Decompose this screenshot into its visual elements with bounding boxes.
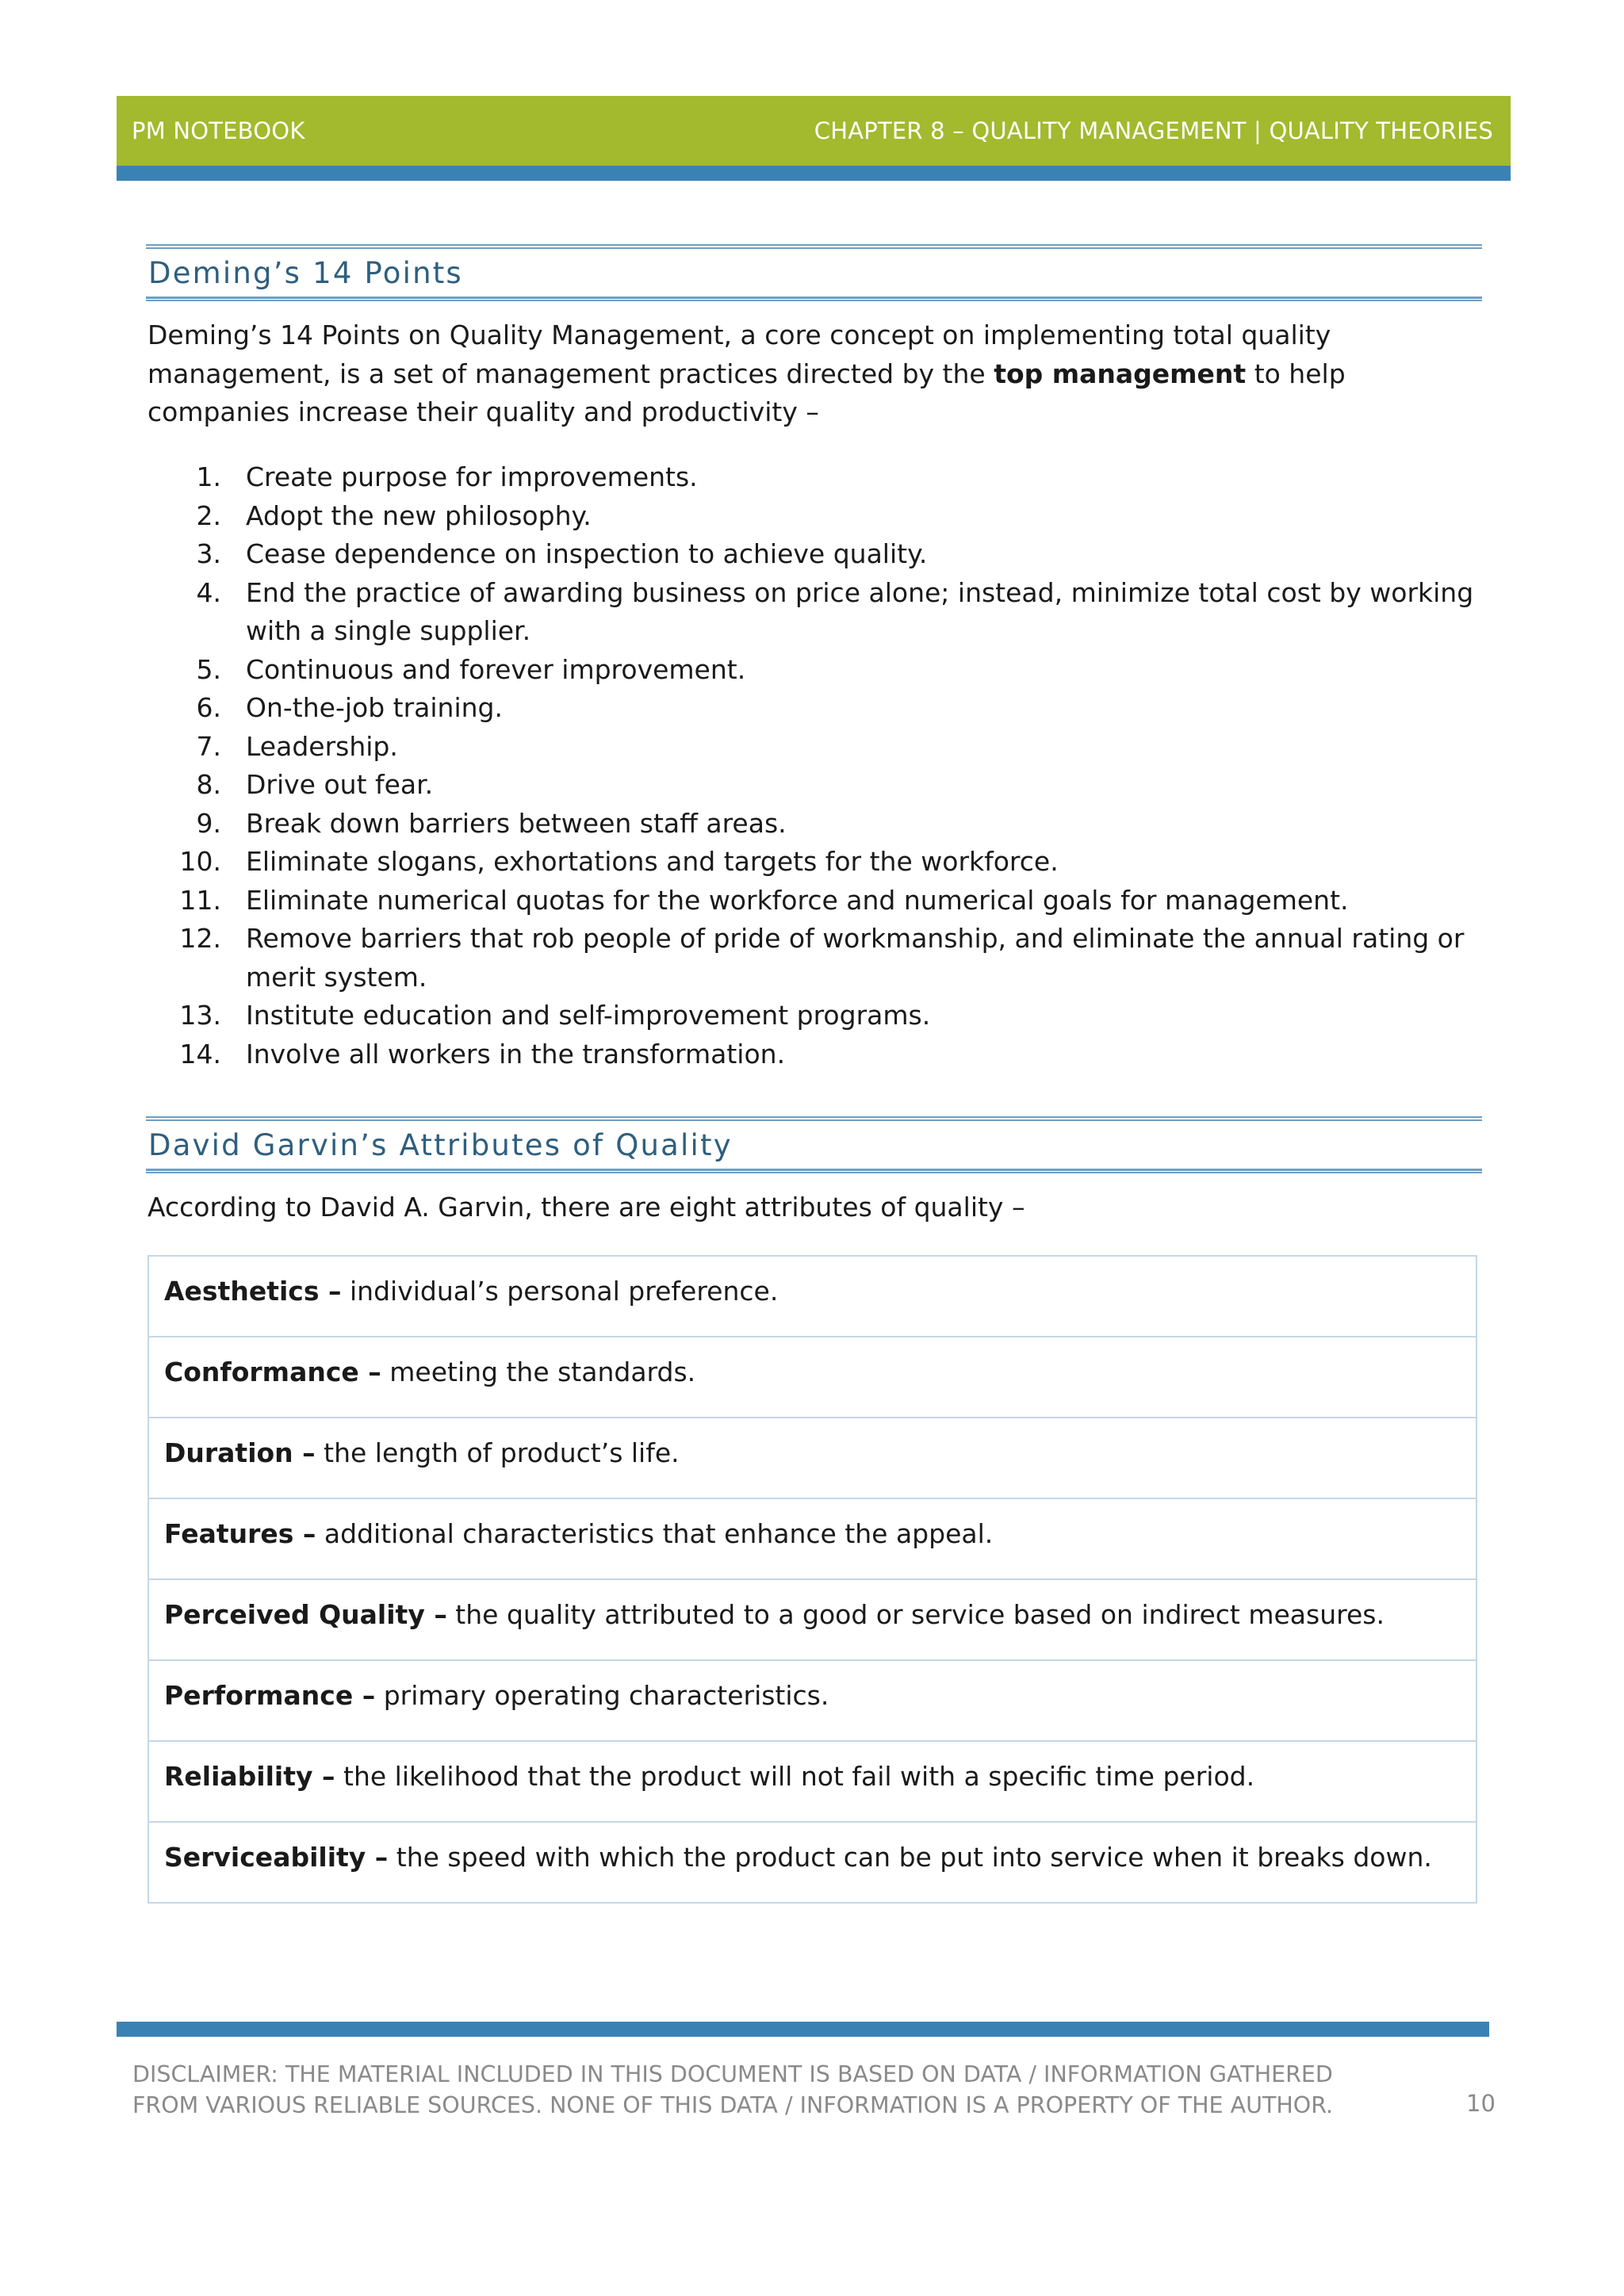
table-row (149, 1580, 1476, 1661)
heading-rule-bottom (146, 297, 1482, 301)
list-item-number: 6. (196, 692, 221, 723)
list-item-text: Remove barriers that rob people of pride of workmanship, and eliminate the annual rating or merit system. (246, 923, 1465, 993)
footer-disclaimer: DISCLAIMER: THE MATERIAL INCLUDED IN THIS DOCUMENT IS BASED ON DATA / INFORMATION GATHERED FROM VARIOUS RELIABLE SOURCES. NONE OF THIS DATA / INFORMATION IS A PROPERTY OF THE AUTHOR. (132, 2061, 1334, 2118)
deming-intro (147, 316, 1488, 432)
garvin-section-heading (146, 1116, 1482, 1173)
list-item-number: 14. (179, 1038, 221, 1070)
list-item-text: On-the-job training. (246, 692, 503, 723)
table-row (149, 1257, 1476, 1337)
list-item-text: Adopt the new philosophy. (246, 499, 592, 531)
attribute-term: Perceived Quality – (164, 1599, 447, 1630)
list-item (147, 497, 1496, 536)
heading-rule-bottom (146, 1169, 1482, 1173)
page-header (117, 96, 1511, 166)
list-item (147, 805, 1496, 844)
list-item (147, 766, 1496, 805)
attribute-description: the length of product’s life. (315, 1437, 680, 1468)
list-item-number: 11. (179, 884, 221, 916)
garvin-intro: According to David A. Garvin, there are eight attributes of quality – (147, 1192, 1025, 1223)
list-item-text: Institute education and self-improvement programs. (246, 1000, 931, 1031)
list-item-text: Cease dependence on inspection to achieve quality. (246, 538, 928, 569)
attribute-description: individual’s personal preference. (341, 1276, 779, 1307)
table-row (149, 1337, 1476, 1418)
list-item-number: 12. (179, 923, 221, 954)
list-item (147, 882, 1496, 920)
attribute-description: the speed with which the product can be put into service when it breaks down. (388, 1842, 1432, 1873)
table-row (149, 1742, 1476, 1823)
attribute-term: Performance – (164, 1680, 376, 1711)
list-item-number: 5. (196, 653, 221, 685)
attribute-description: primary operating characteristics. (375, 1680, 829, 1711)
list-item-text: Continuous and forever improvement. (246, 653, 746, 685)
header-notebook-title: PM NOTEBOOK (132, 117, 305, 144)
attribute-term: Conformance – (164, 1357, 381, 1387)
list-item-number: 10. (179, 846, 221, 877)
list-item-number: 3. (196, 538, 221, 569)
list-item (147, 728, 1496, 767)
attribute-description: meeting the standards. (381, 1357, 696, 1387)
deming-intro-bold: top management (994, 358, 1247, 389)
garvin-title: David Garvin’s Attributes of Quality (148, 1128, 733, 1162)
list-item (147, 843, 1496, 882)
attribute-term: Reliability – (164, 1761, 335, 1792)
deming-intro-end: to help companies increase their quality and productivity – (147, 358, 1346, 427)
list-item-number: 13. (179, 1000, 221, 1031)
header-chapter-title: CHAPTER 8 – QUALITY MANAGEMENT | QUALITY THEORIES (814, 117, 1493, 144)
header-accent-bar (117, 166, 1511, 181)
attribute-term: Aesthetics – (164, 1276, 342, 1307)
list-item-text: Drive out fear. (246, 769, 434, 800)
deming-points-list (147, 458, 1496, 1073)
table-row (149, 1661, 1476, 1742)
attribute-term: Serviceability – (164, 1842, 389, 1873)
list-item-number: 9. (196, 807, 221, 839)
list-item (147, 458, 1496, 497)
list-item-text: Create purpose for improvements. (246, 461, 698, 492)
list-item-number: 2. (196, 499, 221, 531)
list-item (147, 651, 1496, 690)
list-item-number: 4. (196, 576, 221, 608)
list-item-text: Eliminate numerical quotas for the workforce and numerical goals for management. (246, 884, 1349, 916)
heading-rule-top (146, 244, 1482, 249)
list-item-text: Leadership. (246, 730, 398, 762)
table-row (149, 1499, 1476, 1580)
deming-intro-text: Deming’s 14 Points on Quality Management, a core concept on implementing total quality management, is a set of management practices directed by the (147, 320, 1331, 389)
list-item (147, 535, 1496, 574)
list-item (147, 1035, 1496, 1074)
list-item-text: Involve all workers in the transformation. (246, 1038, 786, 1070)
list-item (147, 920, 1496, 997)
list-item-text: End the practice of awarding business on price alone; instead, minimize total cost by working with a single supplier. (246, 576, 1474, 646)
deming-section-heading (146, 244, 1482, 301)
attribute-term: Features – (164, 1518, 316, 1549)
attributes-table (147, 1255, 1477, 1904)
heading-rule-top (146, 1116, 1482, 1121)
list-item (147, 689, 1496, 728)
table-row (149, 1823, 1476, 1902)
footer-accent-bar (117, 2022, 1489, 2037)
table-row (149, 1418, 1476, 1499)
list-item-number: 7. (196, 730, 221, 762)
attribute-description: the likelihood that the product will not fail with a specific time period. (335, 1761, 1255, 1792)
list-item-text: Eliminate slogans, exhortations and targets for the workforce. (246, 846, 1059, 877)
attribute-description: the quality attributed to a good or service based on indirect measures. (446, 1599, 1385, 1630)
list-item-text: Break down barriers between staff areas. (246, 807, 787, 839)
attribute-description: additional characteristics that enhance the appeal. (316, 1518, 994, 1549)
list-item-number: 1. (196, 461, 221, 492)
list-item-number: 8. (196, 769, 221, 800)
attribute-term: Duration – (164, 1437, 316, 1468)
deming-title: Deming’s 14 Points (148, 256, 463, 290)
page-number: 10 (1466, 2090, 1496, 2117)
list-item (147, 574, 1496, 651)
list-item (147, 997, 1496, 1035)
